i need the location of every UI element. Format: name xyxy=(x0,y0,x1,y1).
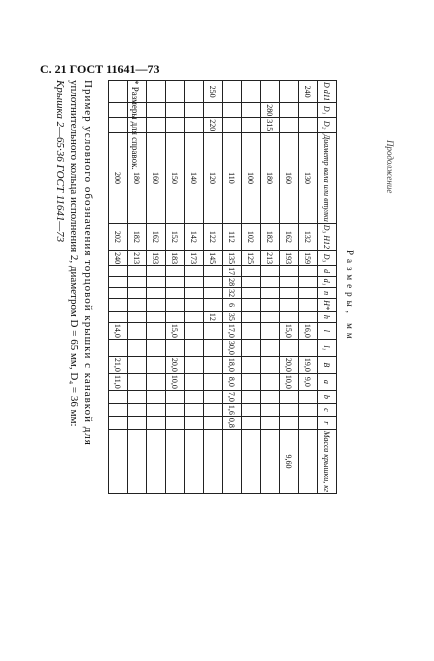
table-cell xyxy=(280,299,299,312)
table-cell xyxy=(128,373,147,390)
column-header: H* xyxy=(318,299,337,312)
table-cell xyxy=(147,299,166,312)
table-cell: 9,60 xyxy=(280,429,299,493)
table-cell xyxy=(299,416,318,429)
table-cell xyxy=(204,429,223,493)
column-header: l₁ xyxy=(318,339,337,356)
table-cell xyxy=(185,390,204,403)
table-cell xyxy=(204,288,223,299)
table-cell xyxy=(242,416,261,429)
column-header: D₁ xyxy=(318,103,337,118)
table-cell xyxy=(242,429,261,493)
table-row xyxy=(223,81,242,494)
table-cell xyxy=(204,390,223,403)
table-cell: 150 xyxy=(166,133,185,224)
table-row xyxy=(280,81,299,494)
table-cell: 162 xyxy=(147,223,166,250)
table-cell xyxy=(280,81,299,103)
table-cell: 6 xyxy=(223,299,242,312)
table-cell xyxy=(204,403,223,416)
column-header: c xyxy=(318,403,337,416)
table-cell xyxy=(147,339,166,356)
table-cell xyxy=(261,299,280,312)
table-cell xyxy=(204,373,223,390)
table-cell xyxy=(280,277,299,288)
table-row xyxy=(185,81,204,494)
table-cell: 202 xyxy=(109,223,128,250)
table-cell: 130 xyxy=(299,133,318,224)
table-cell: 240 xyxy=(299,81,318,103)
table-cell xyxy=(166,429,185,493)
table-cell xyxy=(128,322,147,339)
table-cell xyxy=(299,390,318,403)
table-cell: 213 xyxy=(261,251,280,266)
table-cell: 12 xyxy=(204,311,223,322)
column-header: B xyxy=(318,356,337,373)
table-cell: 21,0 xyxy=(109,356,128,373)
table-cell: 152 xyxy=(166,223,185,250)
table-cell xyxy=(166,118,185,133)
table-cell: 30,0 xyxy=(223,339,242,356)
table-cell: 280 xyxy=(261,103,280,118)
table-cell xyxy=(128,416,147,429)
table-cell: 183 xyxy=(166,251,185,266)
table-cell xyxy=(166,288,185,299)
table-cell: 180 xyxy=(128,133,147,224)
table-cell xyxy=(147,277,166,288)
table-cell xyxy=(299,288,318,299)
table-cell xyxy=(280,311,299,322)
table-cell xyxy=(109,288,128,299)
table-cell: 142 xyxy=(185,223,204,250)
table-cell xyxy=(261,81,280,103)
table-cell xyxy=(299,266,318,277)
table-cell: 32 xyxy=(223,288,242,299)
table-cell: 15,0 xyxy=(166,322,185,339)
table-cell xyxy=(147,373,166,390)
page-header: С. 21 ГОСТ 11641—73 xyxy=(40,62,160,76)
table-cell xyxy=(185,356,204,373)
table-cell xyxy=(147,81,166,103)
table-cell xyxy=(280,288,299,299)
column-header: b xyxy=(318,390,337,403)
table-cell xyxy=(280,118,299,133)
table-cell xyxy=(147,416,166,429)
column-header: D₃ H12 xyxy=(318,223,337,250)
continuation-label: Продолжение xyxy=(385,140,395,194)
table-cell xyxy=(204,299,223,312)
table-cell: 135 xyxy=(223,251,242,266)
table-cell xyxy=(280,339,299,356)
table-cell xyxy=(185,266,204,277)
table-cell xyxy=(185,373,204,390)
table-cell: 9,0 xyxy=(299,373,318,390)
table-cell xyxy=(185,322,204,339)
table-cell xyxy=(185,103,204,118)
table-cell xyxy=(109,416,128,429)
table-cell xyxy=(109,277,128,288)
table-cell xyxy=(242,299,261,312)
table-cell xyxy=(147,403,166,416)
table-cell: 28 xyxy=(223,277,242,288)
table-cell xyxy=(242,118,261,133)
table-cell xyxy=(128,299,147,312)
table-cell: 193 xyxy=(280,251,299,266)
table-cell: 15,0 xyxy=(280,322,299,339)
table-cell: 132 xyxy=(299,223,318,250)
table-cell xyxy=(166,103,185,118)
table-cell xyxy=(204,103,223,118)
column-header: r xyxy=(318,416,337,429)
table-cell: 173 xyxy=(185,251,204,266)
table-cell: 17 xyxy=(223,266,242,277)
table-cell: 19,0 xyxy=(299,356,318,373)
column-header: Масса крышки, кг xyxy=(318,429,337,493)
table-cell: 14,0 xyxy=(109,322,128,339)
table-cell: 213 xyxy=(128,251,147,266)
table-cell xyxy=(109,266,128,277)
table-cell xyxy=(280,403,299,416)
table-cell xyxy=(185,277,204,288)
table-cell: 20,0 xyxy=(280,356,299,373)
table-cell: 35 xyxy=(223,311,242,322)
table-cell xyxy=(261,266,280,277)
table-cell xyxy=(128,339,147,356)
table-cell xyxy=(242,81,261,103)
table-cell xyxy=(166,299,185,312)
table-cell xyxy=(109,403,128,416)
table-row xyxy=(299,81,318,494)
table-cell xyxy=(128,390,147,403)
table-cell xyxy=(223,103,242,118)
table-cell: 112 xyxy=(223,223,242,250)
column-header: d₁ xyxy=(318,277,337,288)
table-cell xyxy=(128,311,147,322)
table-cell: 102 xyxy=(242,223,261,250)
table-cell xyxy=(147,356,166,373)
table-cell xyxy=(242,403,261,416)
table-row xyxy=(261,81,280,494)
table-cell xyxy=(242,322,261,339)
example-line-2: уплотнительного кольца исполнения 2, диаметром D = 65 мм, D₄ = 36 мм: xyxy=(68,80,80,427)
table-cell xyxy=(261,356,280,373)
table-cell xyxy=(299,429,318,493)
table-cell: 7,0 xyxy=(223,390,242,403)
table-cell xyxy=(280,266,299,277)
table-cell xyxy=(147,390,166,403)
table-cell: 240 xyxy=(109,251,128,266)
table-cell xyxy=(185,81,204,103)
table-cell xyxy=(280,103,299,118)
table-row xyxy=(204,81,223,494)
table-cell xyxy=(128,429,147,493)
table-cell: 120 xyxy=(204,133,223,224)
table-cell xyxy=(299,299,318,312)
table-cell xyxy=(261,429,280,493)
table-cell: 11,0 xyxy=(109,373,128,390)
table-cell: 140 xyxy=(185,133,204,224)
column-header: Диаметр вала или втулки xyxy=(318,133,337,224)
table-cell: 10,0 xyxy=(280,373,299,390)
table-cell xyxy=(166,390,185,403)
table-cell xyxy=(261,277,280,288)
table-cell xyxy=(242,390,261,403)
table-cell xyxy=(147,103,166,118)
column-header: D₃ xyxy=(318,251,337,266)
table-cell xyxy=(204,339,223,356)
table-cell xyxy=(166,311,185,322)
table-cell xyxy=(128,288,147,299)
table-cell: 200 xyxy=(109,133,128,224)
dimensions-table xyxy=(108,80,337,494)
table-cell xyxy=(185,339,204,356)
table-cell: 182 xyxy=(261,223,280,250)
table-row xyxy=(166,81,185,494)
table-cell xyxy=(109,390,128,403)
table-cell xyxy=(204,277,223,288)
table-cell: 100 xyxy=(242,133,261,224)
table-cell xyxy=(299,403,318,416)
table-cell xyxy=(109,118,128,133)
table-cell xyxy=(185,416,204,429)
table-cell xyxy=(166,416,185,429)
table-header-row xyxy=(318,81,337,494)
table-cell xyxy=(185,403,204,416)
table-cell xyxy=(242,339,261,356)
table-cell xyxy=(223,81,242,103)
table-cell: 160 xyxy=(280,133,299,224)
table-cell xyxy=(185,429,204,493)
table-cell xyxy=(166,81,185,103)
table-cell xyxy=(166,339,185,356)
table-cell xyxy=(109,81,128,103)
table-cell xyxy=(147,266,166,277)
column-header: l xyxy=(318,322,337,339)
table-cell xyxy=(185,288,204,299)
column-header: d xyxy=(318,266,337,277)
table-cell: 18,0 xyxy=(223,356,242,373)
table-cell: 160 xyxy=(147,133,166,224)
table-cell xyxy=(204,266,223,277)
table-cell xyxy=(147,288,166,299)
table-cell xyxy=(261,403,280,416)
table-cell xyxy=(242,311,261,322)
example-line-1: Пример условного обозначения торцовой крышки с канавкой для xyxy=(82,80,94,446)
table-cell xyxy=(242,103,261,118)
table-cell xyxy=(109,299,128,312)
table-cell xyxy=(242,373,261,390)
table-cell xyxy=(261,373,280,390)
table-cell xyxy=(128,403,147,416)
table-cell: 220 xyxy=(204,118,223,133)
table-cell xyxy=(242,266,261,277)
table-cell xyxy=(166,266,185,277)
table-cell xyxy=(299,103,318,118)
column-header: a xyxy=(318,373,337,390)
table-cell xyxy=(185,299,204,312)
footnote: * Размеры для справок. xyxy=(130,80,140,170)
table-cell xyxy=(299,277,318,288)
table-cell: 16,0 xyxy=(299,322,318,339)
table-cell xyxy=(261,288,280,299)
table-cell xyxy=(261,311,280,322)
table-cell: 17,0 xyxy=(223,322,242,339)
table-cell xyxy=(185,118,204,133)
table-cell xyxy=(147,429,166,493)
example-line-3: Крышка 2—65·36 ГОСТ 11641—73 xyxy=(54,80,66,243)
table-cell xyxy=(299,339,318,356)
table-row xyxy=(242,81,261,494)
table-cell xyxy=(242,277,261,288)
designation-example xyxy=(53,80,95,446)
table-cell xyxy=(223,429,242,493)
table-cell: 8,0 xyxy=(223,373,242,390)
table-cell: 145 xyxy=(204,251,223,266)
table-cell xyxy=(204,322,223,339)
table-cell: 180 xyxy=(261,133,280,224)
table-cell xyxy=(185,311,204,322)
table-cell xyxy=(204,356,223,373)
table-cell: 193 xyxy=(147,251,166,266)
table-cell xyxy=(147,311,166,322)
table-cell xyxy=(204,416,223,429)
table-cell xyxy=(128,277,147,288)
column-header: D d11 xyxy=(318,81,337,103)
table-cell xyxy=(261,416,280,429)
column-header: h xyxy=(318,311,337,322)
table-cell xyxy=(128,356,147,373)
table-cell xyxy=(166,277,185,288)
table-cell: 159 xyxy=(299,251,318,266)
column-header: n xyxy=(318,288,337,299)
table-cell: 162 xyxy=(280,223,299,250)
table-cell xyxy=(109,103,128,118)
table-cell xyxy=(261,322,280,339)
table-cell: 182 xyxy=(128,223,147,250)
table-cell xyxy=(147,322,166,339)
rotated-content xyxy=(35,80,395,600)
table-cell xyxy=(242,288,261,299)
table-cell: 122 xyxy=(204,223,223,250)
table-cell: 125 xyxy=(242,251,261,266)
table-cell: 315 xyxy=(261,118,280,133)
table-cell xyxy=(223,118,242,133)
table-row xyxy=(147,81,166,494)
table-cell xyxy=(166,403,185,416)
table-cell xyxy=(299,311,318,322)
table-cell xyxy=(299,118,318,133)
table-cell xyxy=(147,118,166,133)
table-cell xyxy=(109,429,128,493)
table-cell xyxy=(261,390,280,403)
table-cell xyxy=(280,416,299,429)
column-header: D₂ xyxy=(318,118,337,133)
table-cell: 1,6 xyxy=(223,403,242,416)
table-cell: 0,8 xyxy=(223,416,242,429)
table-cell xyxy=(261,339,280,356)
table-cell xyxy=(242,356,261,373)
table-cell xyxy=(109,311,128,322)
table-cell: 110 xyxy=(223,133,242,224)
table-cell xyxy=(280,390,299,403)
table-cell xyxy=(128,266,147,277)
table-cell: 250 xyxy=(204,81,223,103)
table-cell: 20,0 xyxy=(166,356,185,373)
table-cell xyxy=(109,339,128,356)
table-row xyxy=(109,81,128,494)
table-caption: Размеры, мм xyxy=(345,250,355,343)
table-cell: 10,0 xyxy=(166,373,185,390)
